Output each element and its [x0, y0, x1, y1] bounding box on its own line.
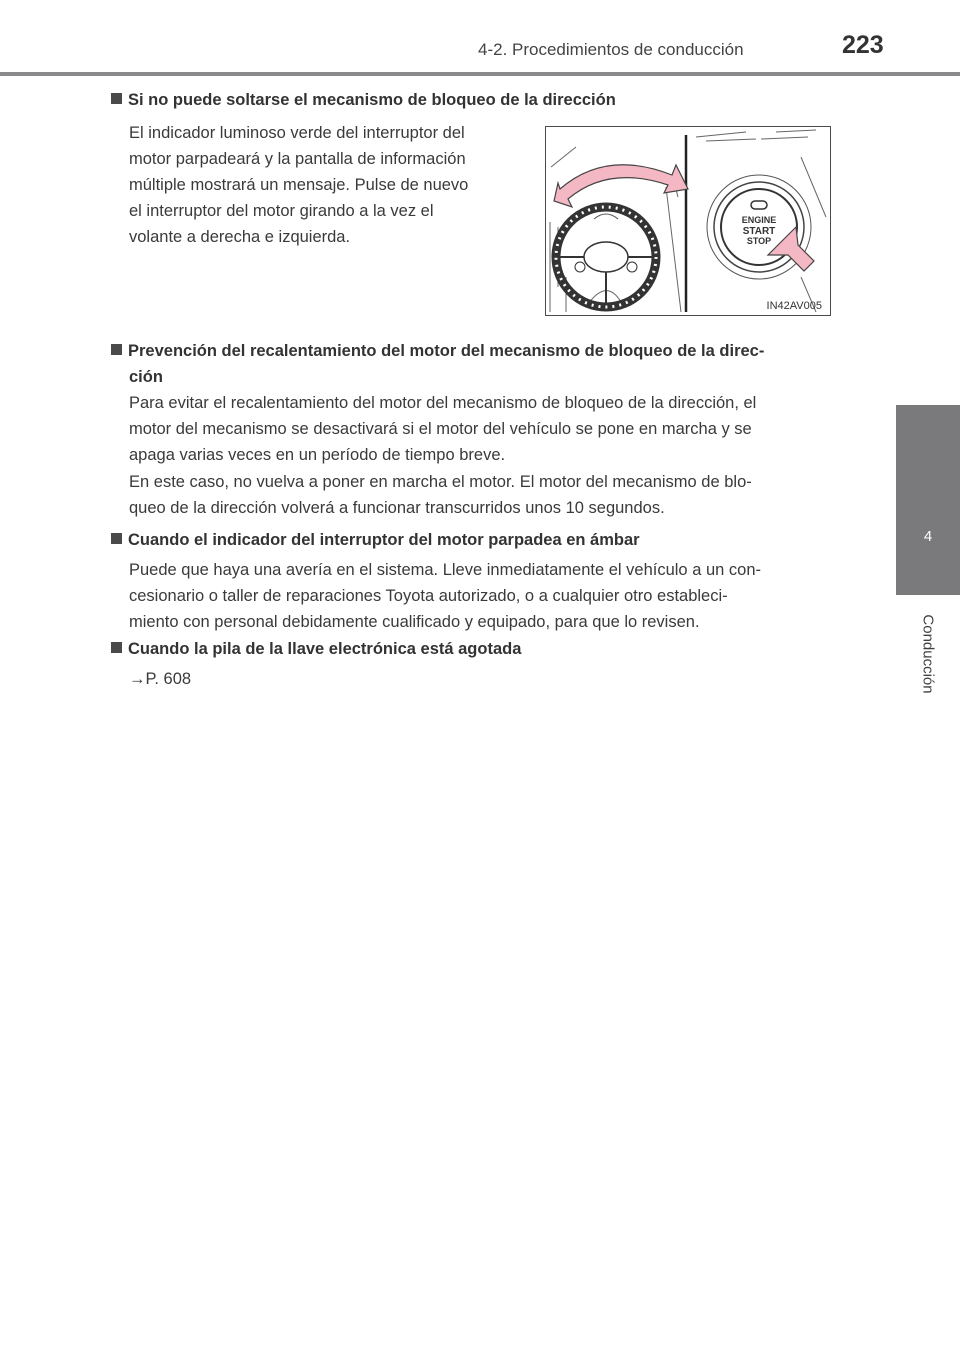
steering-wheel-icon — [556, 207, 656, 307]
chapter-number: 4 — [923, 528, 933, 545]
section-heading-overheat: Prevención del recalentamiento del motor del mecanismo de bloqueo de la direc- ción — [111, 338, 871, 390]
square-bullet-icon — [111, 533, 122, 544]
section-body-amber-indicator: Puede que haya una avería en el sistema. Lleve inmediatamente el vehículo a un con- cesionario o taller de reparaciones Toyota autorizado, o a cualquier otro estableci- miento con personal debidamente cualificado y equipado, para que lo revisen. — [129, 561, 761, 631]
square-bullet-icon — [111, 93, 122, 104]
section-body-steering-lock: El indicador luminoso verde del interruptor del motor parpadeará y la pantalla de información múltiple mostrará un mensaje. Pulse de nuevo el interruptor del motor girando a la vez el volante a derecha e izquierda. — [129, 124, 469, 246]
chapter-tab — [896, 405, 960, 595]
chapter-label — [895, 604, 960, 704]
square-bullet-icon — [111, 642, 122, 653]
button-text-stop: STOP — [746, 236, 772, 246]
page-reference-link[interactable]: →P. 608 — [129, 670, 192, 688]
section-heading-steering-lock: Si no puede soltarse el mecanismo de bloqueo de la dirección — [111, 87, 871, 113]
section-heading-key-battery: Cuando la pila de la llave electrónica está agotada — [111, 636, 871, 662]
section-body-overheat-1: Para evitar el recalentamiento del motor del mecanismo de bloqueo de la dirección, el motor del mecanismo se desactivará si el motor del vehículo se pone en marcha y se apaga varias veces en un período de tiempo breve. — [129, 394, 757, 464]
steering-wheel-engine-switch-illustration — [545, 126, 831, 316]
chapter-label-text: Conducción — [919, 614, 937, 694]
button-text-start: START — [742, 226, 776, 237]
illustration-drawing — [546, 127, 830, 315]
figure-code: IN42AV005 — [766, 300, 822, 312]
button-text-engine: ENGINE — [741, 215, 777, 225]
page-number: 223 — [842, 31, 884, 59]
section-body-overheat-2: En este caso, no vuelva a poner en marcha el motor. El motor del mecanismo de blo- queo de la dirección volverá a funcionar transcurridos unos 10 segundos. — [129, 473, 752, 517]
header-section-title: 4-2. Procedimientos de conducción — [478, 40, 744, 59]
header-divider — [0, 72, 960, 76]
section-heading-amber-indicator: Cuando el indicador del interruptor del motor parpadea en ámbar — [111, 527, 871, 553]
square-bullet-icon — [111, 344, 122, 355]
